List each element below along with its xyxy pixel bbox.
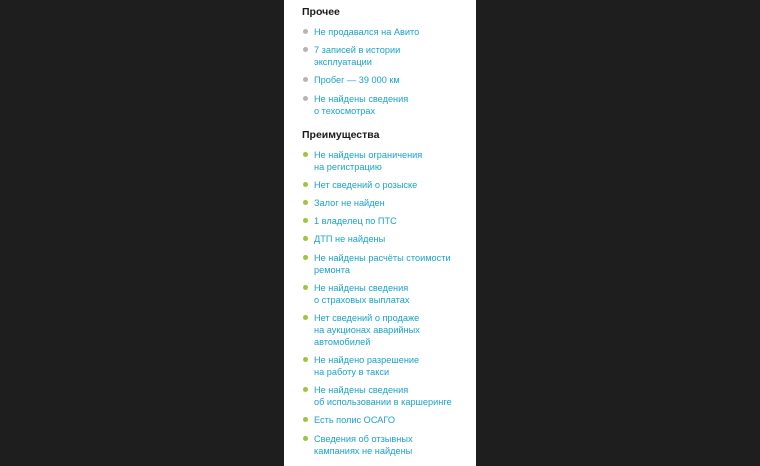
item-label: Нет сведений о продаже на аукционах аварийных автомобилей <box>314 312 420 347</box>
green-bullet-icon <box>303 436 308 441</box>
green-bullet-icon <box>303 357 308 362</box>
item-label: Нет сведений о розыске <box>314 179 418 190</box>
section-title-other: Прочее <box>302 6 340 18</box>
list-item[interactable] <box>302 93 476 117</box>
item-label: Сведения об отзывных кампаниях не найдены <box>314 433 413 456</box>
gray-bullet-icon <box>303 29 308 34</box>
item-label: Не найдены сведения о страховых выплатах <box>314 282 410 305</box>
item-label: Не найдены сведения об использовании в каршеринге <box>314 385 452 408</box>
list-item[interactable] <box>302 433 476 457</box>
green-bullet-icon <box>303 387 308 392</box>
green-bullet-icon <box>303 236 308 241</box>
list-item[interactable] <box>302 384 476 408</box>
advantages-list <box>302 149 476 457</box>
list-item[interactable] <box>302 282 476 306</box>
list-item[interactable] <box>302 215 476 227</box>
item-label: Не найдены расчёты стоимости ремонта <box>314 252 451 275</box>
list-item[interactable] <box>302 312 476 348</box>
gray-bullet-icon <box>303 96 308 101</box>
list-item[interactable] <box>302 252 476 276</box>
list-item[interactable] <box>302 26 476 38</box>
other-list <box>302 26 476 117</box>
item-label: Не продавался на Авито <box>314 27 420 37</box>
green-bullet-icon <box>303 152 308 157</box>
gray-bullet-icon <box>303 77 308 82</box>
list-item[interactable] <box>302 179 476 191</box>
list-item[interactable] <box>302 414 476 426</box>
green-bullet-icon <box>303 255 308 260</box>
green-bullet-icon <box>303 200 308 205</box>
item-label: Пробег — 39 000 км <box>314 75 400 86</box>
green-bullet-icon <box>303 285 308 290</box>
item-label: Не найдены ограничения на регистрацию <box>314 149 423 172</box>
list-item[interactable] <box>302 233 476 245</box>
item-label: Не найдены сведения о техосмотрах <box>314 93 409 116</box>
gray-bullet-icon <box>303 47 308 52</box>
section-title-advantages: Преимущества <box>302 128 380 141</box>
green-bullet-icon <box>303 417 308 422</box>
item-label: 1 владелец по ПТС <box>314 216 397 227</box>
item-label: Есть полис ОСАГО <box>314 415 395 426</box>
report-panel <box>284 0 476 466</box>
list-item[interactable] <box>302 197 476 209</box>
green-bullet-icon <box>303 218 308 223</box>
list-item[interactable] <box>302 354 476 378</box>
list-item[interactable] <box>302 149 476 173</box>
list-item[interactable] <box>302 74 476 86</box>
green-bullet-icon <box>303 315 308 320</box>
green-bullet-icon <box>303 182 308 187</box>
item-label: ДТП не найдены <box>314 234 386 245</box>
item-label: 7 записей в истории эксплуатации <box>314 45 401 68</box>
list-item[interactable] <box>302 44 476 68</box>
item-label: Залог не найден <box>314 197 385 208</box>
item-label: Не найдено разрешение на работу в такси <box>314 355 420 378</box>
